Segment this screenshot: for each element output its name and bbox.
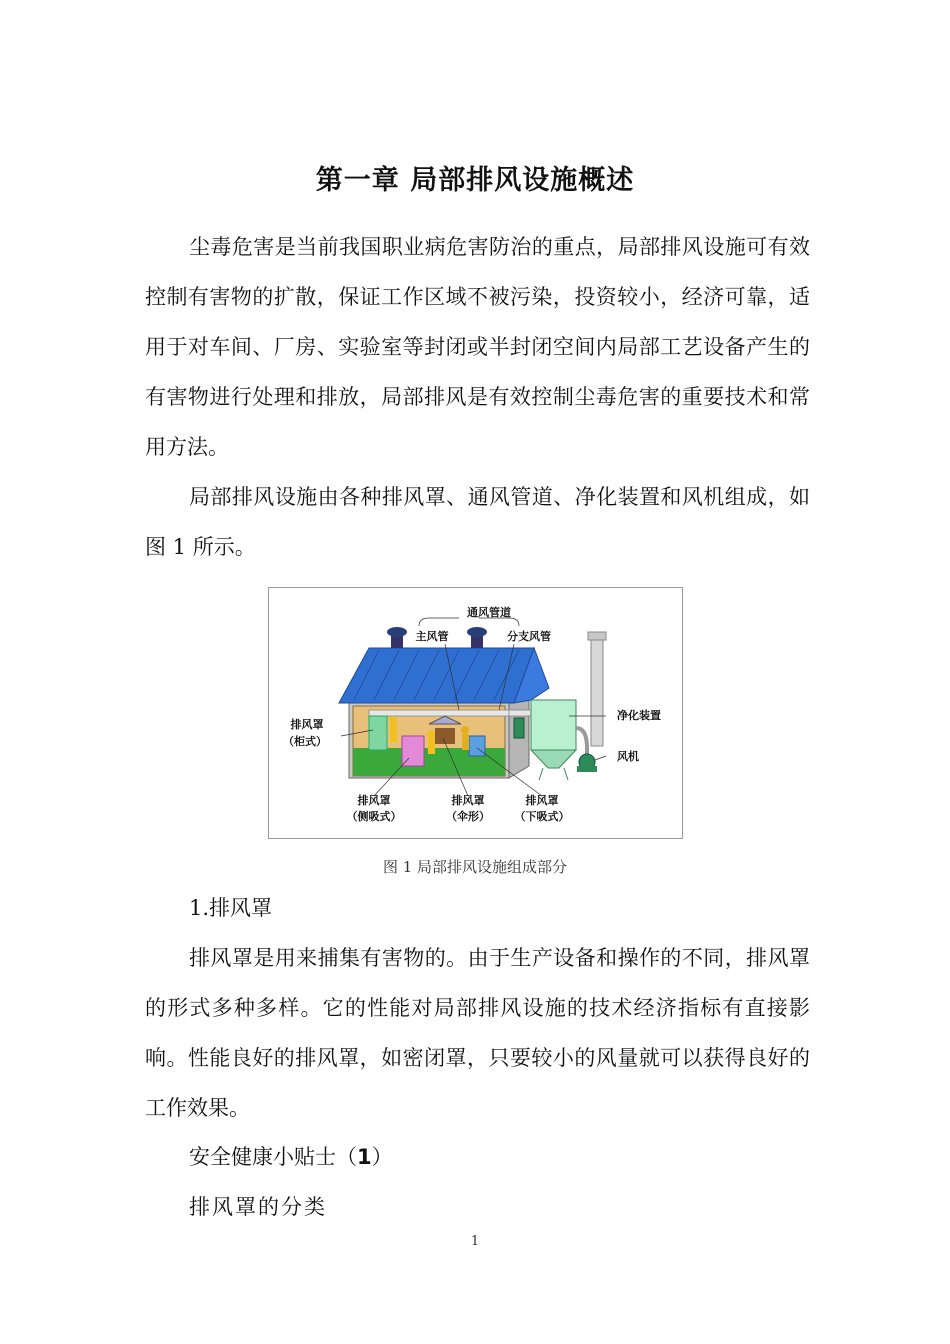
subheading: 排风罩的分类 xyxy=(189,1195,327,1219)
label-hood-down: 排风罩 xyxy=(525,794,559,807)
label-hood-side: 排风罩 xyxy=(357,794,391,807)
intro-paragraph: 尘毒危害是当前我国职业病危害防治的重点，局部排风设施可有效控制有害物的扩散，保证工作区域不被污染，投资较小，经济可靠，适用于对车间、厂房、实验室等封闭或半封闭空间内局部工艺设备产生的有害物进行处理和排放，局部排风是有效控制尘毒危害的重要技术和常用方法。 xyxy=(145,235,810,459)
label-branch-duct: 分支风管 xyxy=(507,630,551,643)
page-number: 1 xyxy=(470,1234,480,1249)
section-heading: 1.排风罩 xyxy=(189,896,273,920)
chapter-title: 第一章 局部排风设施概述 xyxy=(315,165,635,196)
exhaust-system-illustration xyxy=(269,588,682,838)
label-hood-cabinet-type: （柜式） xyxy=(283,735,327,748)
label-purifier: 净化装置 xyxy=(617,709,661,722)
figure-caption: 图 1 局部排风设施组成部分 xyxy=(382,858,568,876)
label-fan: 风机 xyxy=(617,750,639,763)
label-hood-down-type: （下吸式） xyxy=(514,810,570,823)
tip-suffix: ） xyxy=(371,1145,393,1169)
tip-prefix: 安全健康小贴士（ xyxy=(189,1145,357,1169)
label-hood-cabinet: 排风罩 xyxy=(290,718,324,731)
tip-heading xyxy=(189,1132,393,1182)
label-hood-umbrella: 排风罩 xyxy=(451,794,485,807)
figure-exhaust-system xyxy=(268,587,683,839)
tip-number: 1 xyxy=(357,1145,372,1169)
label-main-duct: 主风管 xyxy=(415,630,449,643)
hood-paragraph: 排风罩是用来捕集有害物的。由于生产设备和操作的不同，排风罩的形式多种多样。它的性能对局部排风设施的技术经济指标有直接影响。性能良好的排风罩，如密闭罩，只要较小的风量就可以获得良好的工作效果。 xyxy=(145,946,810,1120)
label-duct: 通风管道 xyxy=(467,606,511,619)
label-hood-umbrella-type: （伞形） xyxy=(446,810,490,823)
label-hood-side-type: （侧吸式） xyxy=(346,810,402,823)
composition-paragraph: 局部排风设施由各种排风罩、通风管道、净化装置和风机组成，如图 1 所示。 xyxy=(145,485,810,559)
